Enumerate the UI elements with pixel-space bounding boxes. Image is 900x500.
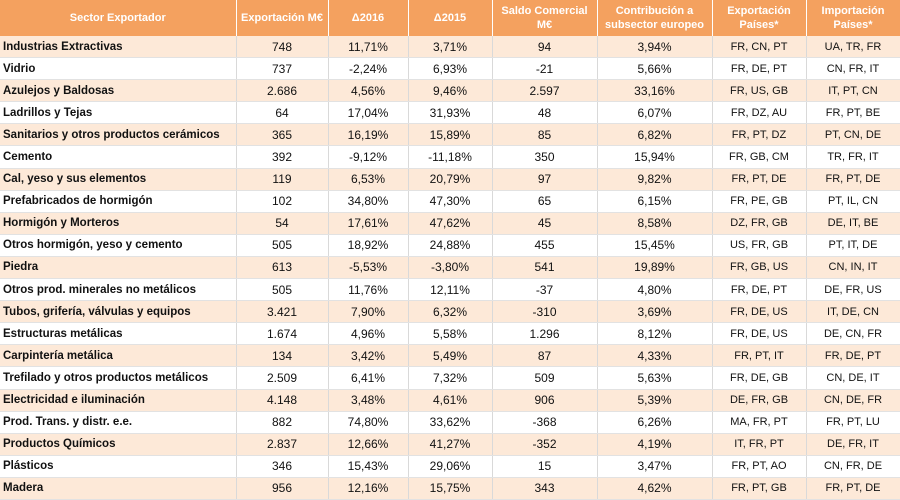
cell-delta-2016: 6,41% [328,367,408,389]
cell-delta-2015: 3,71% [408,36,492,58]
cell-contribucion: 8,12% [597,323,712,345]
cell-delta-2015: 24,88% [408,234,492,256]
cell-importacion-paises: DE, FR, IT [806,433,900,455]
cell-contribucion: 33,16% [597,80,712,102]
cell-exportacion-paises: FR, DZ, AU [712,102,806,124]
cell-importacion-paises: UA, TR, FR [806,36,900,58]
cell-delta-2016: 34,80% [328,190,408,212]
cell-delta-2015: -11,18% [408,146,492,168]
table-row [0,234,900,256]
cell-importacion-paises: PT, IL, CN [806,190,900,212]
cell-contribucion: 6,82% [597,124,712,146]
cell-exportacion: 365 [236,124,328,146]
cell-saldo-comercial: 343 [492,477,597,499]
cell-saldo-comercial: 48 [492,102,597,124]
table-row [0,190,900,212]
cell-contribucion: 4,62% [597,477,712,499]
cell-contribucion: 6,07% [597,102,712,124]
cell-importacion-paises: DE, CN, FR [806,323,900,345]
cell-exportacion-paises: FR, US, GB [712,80,806,102]
cell-delta-2015: 31,93% [408,102,492,124]
cell-delta-2016: 3,42% [328,345,408,367]
cell-contribucion: 3,94% [597,36,712,58]
cell-delta-2016: 12,16% [328,477,408,499]
cell-exportacion-paises: FR, DE, PT [712,279,806,301]
cell-contribucion: 15,45% [597,234,712,256]
cell-contribucion: 5,63% [597,367,712,389]
cell-delta-2016: 17,61% [328,212,408,234]
cell-sector: Otros hormigón, yeso y cemento [0,234,236,256]
cell-delta-2015: 5,49% [408,345,492,367]
cell-importacion-paises: IT, DE, CN [806,301,900,323]
cell-exportacion: 64 [236,102,328,124]
cell-delta-2016: 16,19% [328,124,408,146]
table-body [0,36,900,499]
cell-exportacion: 54 [236,212,328,234]
cell-sector: Prod. Trans. y distr. e.e. [0,411,236,433]
header-row [0,0,900,36]
cell-exportacion-paises: FR, PT, DE [712,168,806,190]
cell-exportacion-paises: FR, PT, DZ [712,124,806,146]
table-row [0,455,900,477]
cell-contribucion: 4,33% [597,345,712,367]
cell-exportacion: 613 [236,256,328,278]
cell-saldo-comercial: -37 [492,279,597,301]
cell-exportacion: 102 [236,190,328,212]
cell-exportacion: 956 [236,477,328,499]
cell-delta-2015: 20,79% [408,168,492,190]
cell-delta-2015: 9,46% [408,80,492,102]
cell-importacion-paises: CN, DE, FR [806,389,900,411]
cell-contribucion: 19,89% [597,256,712,278]
cell-delta-2016: 4,96% [328,323,408,345]
cell-delta-2015: 7,32% [408,367,492,389]
cell-saldo-comercial: 87 [492,345,597,367]
cell-sector: Prefabricados de hormigón [0,190,236,212]
header-sector: Sector Exportador [0,0,236,36]
cell-exportacion-paises: MA, FR, PT [712,411,806,433]
cell-importacion-paises: FR, PT, DE [806,477,900,499]
cell-sector: Tubos, grifería, válvulas y equipos [0,301,236,323]
cell-saldo-comercial: -310 [492,301,597,323]
cell-exportacion: 1.674 [236,323,328,345]
table-row [0,168,900,190]
cell-sector: Electricidad e iluminación [0,389,236,411]
cell-saldo-comercial: 15 [492,455,597,477]
cell-exportacion: 4.148 [236,389,328,411]
cell-exportacion-paises: FR, DE, PT [712,58,806,80]
cell-exportacion-paises: IT, FR, PT [712,433,806,455]
cell-contribucion: 9,82% [597,168,712,190]
cell-sector: Madera [0,477,236,499]
cell-exportacion-paises: FR, GB, CM [712,146,806,168]
cell-delta-2016: -5,53% [328,256,408,278]
cell-contribucion: 3,47% [597,455,712,477]
cell-exportacion: 505 [236,234,328,256]
cell-sector: Vidrio [0,58,236,80]
cell-exportacion: 882 [236,411,328,433]
cell-contribucion: 6,26% [597,411,712,433]
header-delta-2016: Δ2016 [328,0,408,36]
cell-importacion-paises: CN, IN, IT [806,256,900,278]
cell-saldo-comercial: -368 [492,411,597,433]
table-row [0,146,900,168]
table-row [0,367,900,389]
cell-delta-2015: 15,75% [408,477,492,499]
table-row [0,477,900,499]
cell-sector: Piedra [0,256,236,278]
table-row [0,433,900,455]
cell-saldo-comercial: 1.296 [492,323,597,345]
cell-delta-2015: 29,06% [408,455,492,477]
cell-delta-2016: 74,80% [328,411,408,433]
cell-sector: Hormigón y Morteros [0,212,236,234]
cell-saldo-comercial: 85 [492,124,597,146]
cell-exportacion: 3.421 [236,301,328,323]
cell-importacion-paises: PT, IT, DE [806,234,900,256]
cell-contribucion: 5,39% [597,389,712,411]
cell-contribucion: 6,15% [597,190,712,212]
cell-delta-2015: 33,62% [408,411,492,433]
cell-contribucion: 4,19% [597,433,712,455]
cell-contribucion: 8,58% [597,212,712,234]
cell-importacion-paises: FR, PT, DE [806,168,900,190]
cell-delta-2016: -9,12% [328,146,408,168]
table-row [0,256,900,278]
cell-saldo-comercial: 97 [492,168,597,190]
cell-delta-2016: 11,71% [328,36,408,58]
header-delta-2015: Δ2015 [408,0,492,36]
cell-exportacion: 2.686 [236,80,328,102]
cell-exportacion: 2.837 [236,433,328,455]
cell-importacion-paises: CN, DE, IT [806,367,900,389]
cell-sector: Ladrillos y Tejas [0,102,236,124]
table-row [0,212,900,234]
header-saldo-comercial: Saldo Comercial M€ [492,0,597,36]
table-row [0,279,900,301]
cell-delta-2015: -3,80% [408,256,492,278]
cell-sector: Productos Químicos [0,433,236,455]
cell-exportacion: 2.509 [236,367,328,389]
cell-delta-2016: 4,56% [328,80,408,102]
cell-delta-2016: 17,04% [328,102,408,124]
cell-delta-2016: 12,66% [328,433,408,455]
cell-saldo-comercial: 65 [492,190,597,212]
cell-importacion-paises: DE, IT, BE [806,212,900,234]
cell-exportacion-paises: FR, DE, US [712,301,806,323]
cell-exportacion: 346 [236,455,328,477]
cell-exportacion: 119 [236,168,328,190]
cell-sector: Otros prod. minerales no metálicos [0,279,236,301]
cell-contribucion: 5,66% [597,58,712,80]
header-exportacion: Exportación M€ [236,0,328,36]
cell-exportacion-paises: FR, PT, AO [712,455,806,477]
cell-sector: Azulejos y Baldosas [0,80,236,102]
cell-sector: Plásticos [0,455,236,477]
table-row [0,124,900,146]
cell-delta-2016: 15,43% [328,455,408,477]
cell-delta-2015: 15,89% [408,124,492,146]
cell-exportacion-paises: US, FR, GB [712,234,806,256]
cell-exportacion: 134 [236,345,328,367]
cell-sector: Cal, yeso y sus elementos [0,168,236,190]
header-exportacion-paises: Exportación Países* [712,0,806,36]
cell-contribucion: 15,94% [597,146,712,168]
table-row [0,389,900,411]
cell-exportacion: 748 [236,36,328,58]
cell-contribucion: 3,69% [597,301,712,323]
table-row [0,80,900,102]
cell-delta-2015: 4,61% [408,389,492,411]
cell-saldo-comercial: -352 [492,433,597,455]
cell-saldo-comercial: 509 [492,367,597,389]
cell-importacion-paises: IT, PT, CN [806,80,900,102]
cell-saldo-comercial: 906 [492,389,597,411]
table-row [0,301,900,323]
cell-exportacion-paises: FR, DE, US [712,323,806,345]
cell-delta-2016: 18,92% [328,234,408,256]
cell-delta-2015: 5,58% [408,323,492,345]
table-row [0,36,900,58]
table-row [0,411,900,433]
cell-delta-2016: 6,53% [328,168,408,190]
cell-sector: Cemento [0,146,236,168]
cell-importacion-paises: CN, FR, DE [806,455,900,477]
cell-saldo-comercial: 2.597 [492,80,597,102]
cell-saldo-comercial: -21 [492,58,597,80]
cell-exportacion: 737 [236,58,328,80]
cell-saldo-comercial: 541 [492,256,597,278]
cell-importacion-paises: DE, FR, US [806,279,900,301]
cell-exportacion: 505 [236,279,328,301]
cell-exportacion-paises: FR, PE, GB [712,190,806,212]
cell-sector: Industrias Extractivas [0,36,236,58]
cell-exportacion-paises: DE, FR, GB [712,389,806,411]
cell-exportacion-paises: FR, DE, GB [712,367,806,389]
cell-saldo-comercial: 455 [492,234,597,256]
cell-delta-2015: 6,32% [408,301,492,323]
cell-importacion-paises: CN, FR, IT [806,58,900,80]
cell-saldo-comercial: 94 [492,36,597,58]
cell-exportacion-paises: FR, GB, US [712,256,806,278]
cell-saldo-comercial: 350 [492,146,597,168]
cell-delta-2016: 7,90% [328,301,408,323]
header-importacion-paises: Importación Países* [806,0,900,36]
cell-exportacion-paises: DZ, FR, GB [712,212,806,234]
cell-delta-2015: 6,93% [408,58,492,80]
cell-delta-2015: 41,27% [408,433,492,455]
cell-delta-2015: 47,62% [408,212,492,234]
table-row [0,323,900,345]
cell-sector: Estructuras metálicas [0,323,236,345]
table-row [0,345,900,367]
cell-sector: Carpintería metálica [0,345,236,367]
table-row [0,102,900,124]
cell-delta-2016: 11,76% [328,279,408,301]
cell-delta-2015: 47,30% [408,190,492,212]
cell-sector: Sanitarios y otros productos cerámicos [0,124,236,146]
cell-delta-2015: 12,11% [408,279,492,301]
cell-importacion-paises: FR, PT, BE [806,102,900,124]
cell-importacion-paises: FR, PT, LU [806,411,900,433]
cell-saldo-comercial: 45 [492,212,597,234]
cell-exportacion-paises: FR, PT, IT [712,345,806,367]
header-contribucion: Contribución a subsector europeo [597,0,712,36]
cell-contribucion: 4,80% [597,279,712,301]
cell-exportacion: 392 [236,146,328,168]
cell-importacion-paises: TR, FR, IT [806,146,900,168]
cell-exportacion-paises: FR, PT, GB [712,477,806,499]
cell-exportacion-paises: FR, CN, PT [712,36,806,58]
cell-delta-2016: 3,48% [328,389,408,411]
cell-importacion-paises: FR, DE, PT [806,345,900,367]
cell-importacion-paises: PT, CN, DE [806,124,900,146]
cell-sector: Trefilado y otros productos metálicos [0,367,236,389]
cell-delta-2016: -2,24% [328,58,408,80]
table-row [0,58,900,80]
